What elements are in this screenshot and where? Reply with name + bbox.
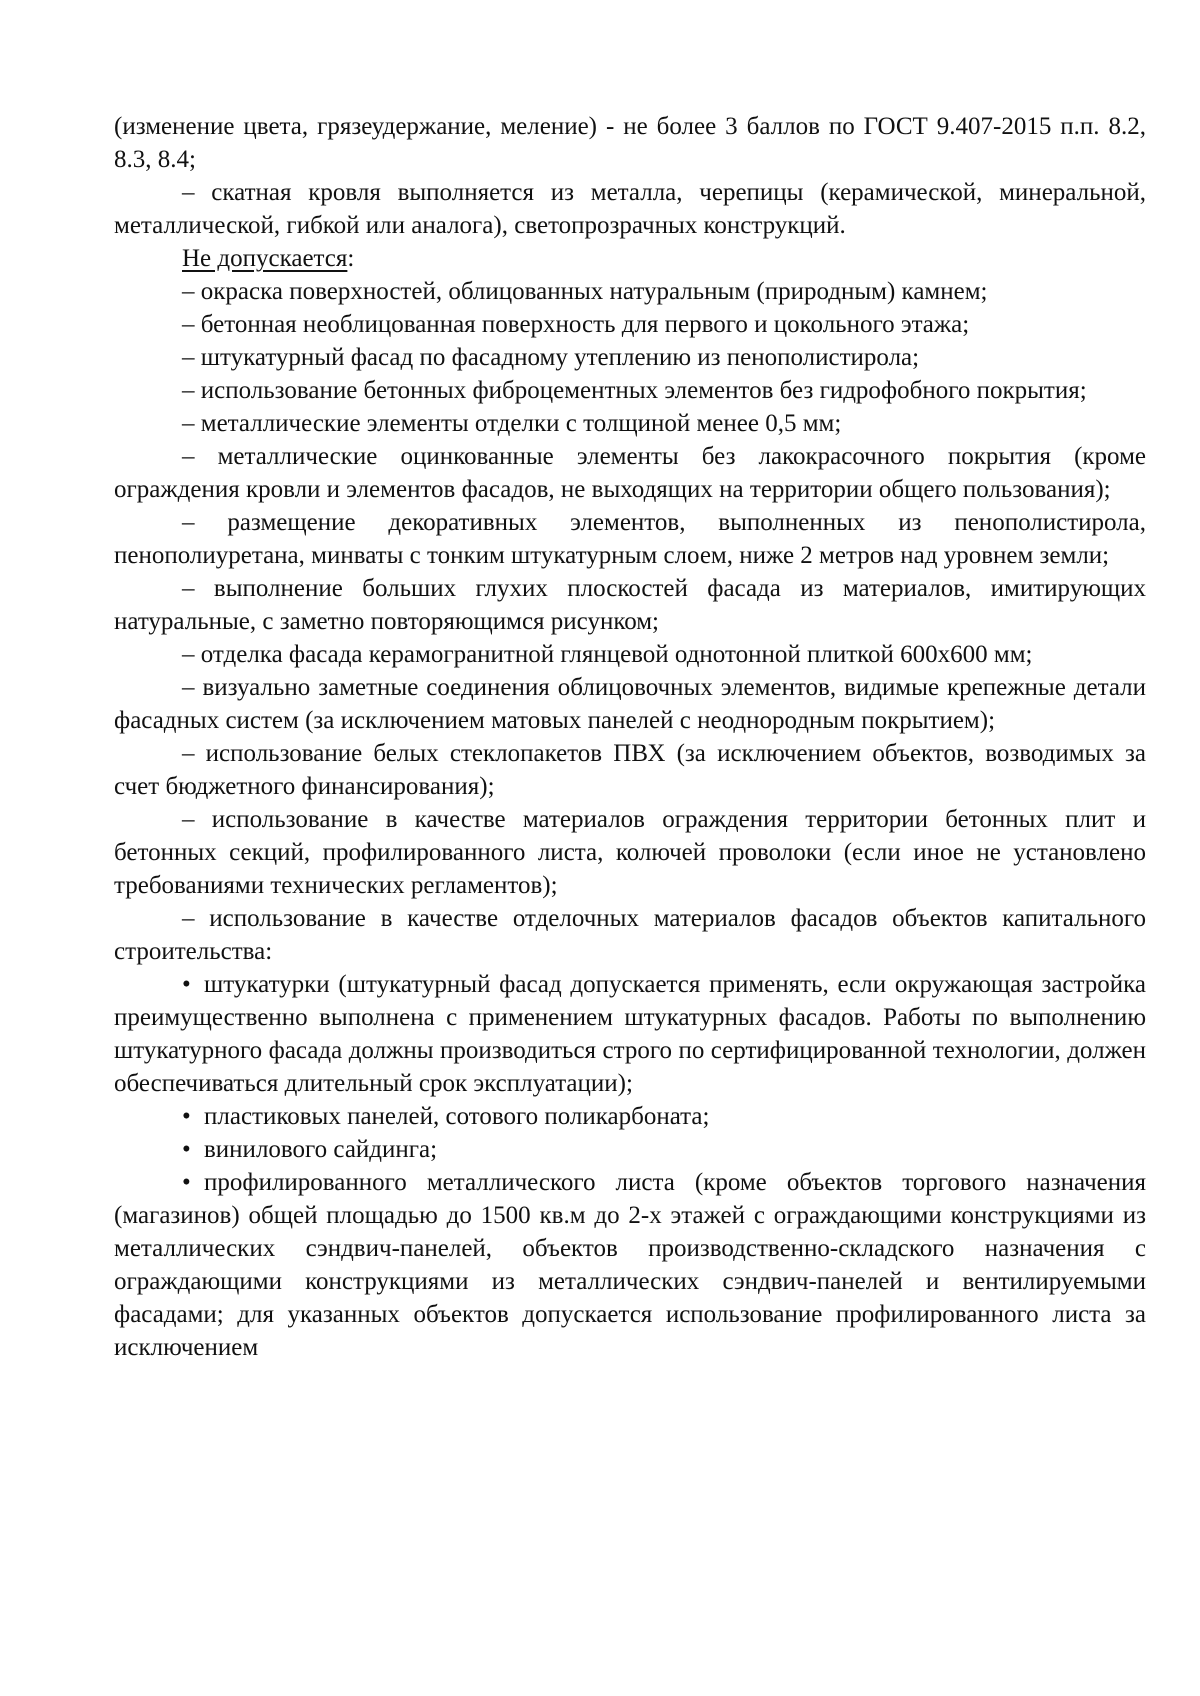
list-item-galvanized-metal: – металлические оцинкованные элементы без лакокрасочного покрытия (кроме ограждения кровли и элементов фасадов, не выходящих на территории общего пользования); [114,443,1146,503]
paragraph-continuation: (изменение цвета, грязеудержание, меление) - не более 3 баллов по ГОСТ 9.407-2015 п.п. 8.2, 8.3, 8.4; [114,113,1146,173]
list-item-decorative-elements: – размещение декоративных элементов, выполненных из пенополистирола, пенополиуретана, минваты с тонким штукатурным слоем, ниже 2 метров над уровнем земли; [114,509,1146,569]
list-item-fence-materials: – использование в качестве материалов ограждения территории бетонных плит и бетонных секций, профилированного листа, колючей проволоки (если иное не установлено требованиями технических регламентов); [114,806,1146,899]
list-item-finishing-materials: – использование в качестве отделочных материалов фасадов объектов капитального строительства: [114,905,1146,965]
bullet-icon: • [182,971,191,998]
bullet-item-plastic-panels [114,1100,1146,1133]
list-item-white-pvc: – использование белых стеклопакетов ПВХ (за исключением объектов, возводимых за счет бюджетного финансирования); [114,740,1146,800]
section-heading-not-allowed [114,242,1146,275]
bullet-text: штукатурки (штукатурный фасад допускается применять, если окружающая застройка преимущественно выполнена с применением штукатурных фасадов. Работы по выполнению штукатурного фасада должны производиться строго по сертифицированной технологии, должен обеспечиваться длительный срок эксплуатации); [114,971,1146,1097]
bullet-icon: • [182,1103,191,1130]
paragraph-roof-requirement: – скатная кровля выполняется из металла, черепицы (керамической, минеральной, металлической, гибкой или аналога), светопрозрачных конструкций. [114,179,1146,239]
heading-colon: : [347,245,355,272]
bullet-text: профилированного металлического листа (кроме объектов торгового назначения (магазинов) общей площадью до 1500 кв.м до 2-х этажей с ограждающими конструкциями из металлических сэндвич-панелей, объектов производственно-складского назначения с ограждающими конструкциями из металлических сэндвич-панелей и вентилируемыми фасадами; для указанных объектов допускается использование профилированного листа за исключением [114,1169,1146,1361]
document-page [114,110,1146,1364]
heading-underlined-text: Не допускается [182,245,348,272]
bullet-item-profiled-sheet [114,1166,1146,1364]
bullet-text: пластиковых панелей, сотового поликарбоната; [204,1103,710,1130]
list-item-fibrocement: – использование бетонных фиброцементных элементов без гидрофобного покрытия; [182,377,1087,404]
list-item-painting-stone: – окраска поверхностей, облицованных натуральным (природным) камнем; [182,278,988,305]
list-item-blank-planes: – выполнение больших глухих плоскостей фасада из материалов, имитирующих натуральные, с заметно повторяющимся рисунком; [114,575,1146,635]
list-item-plaster-facade: – штукатурный фасад по фасадному утеплению из пенополистирола; [182,344,920,371]
bullet-text: винилового сайдинга; [204,1136,438,1163]
bullet-item-vinyl-siding [114,1133,1146,1166]
list-item-glossy-tile: – отделка фасада керамогранитной глянцевой однотонной плиткой 600х600 мм; [182,641,1033,668]
bullet-item-plaster [114,968,1146,1100]
list-item-unclad-concrete: – бетонная необлицованная поверхность для первого и цокольного этажа; [182,311,970,338]
list-item-visible-joints: – визуально заметные соединения облицовочных элементов, видимые крепежные детали фасадных систем (за исключением матовых панелей с неоднородным покрытием); [114,674,1146,734]
list-item-metal-thickness: – металлические элементы отделки с толщиной менее 0,5 мм; [182,410,842,437]
bullet-icon: • [182,1136,191,1163]
bullet-icon: • [182,1169,191,1196]
